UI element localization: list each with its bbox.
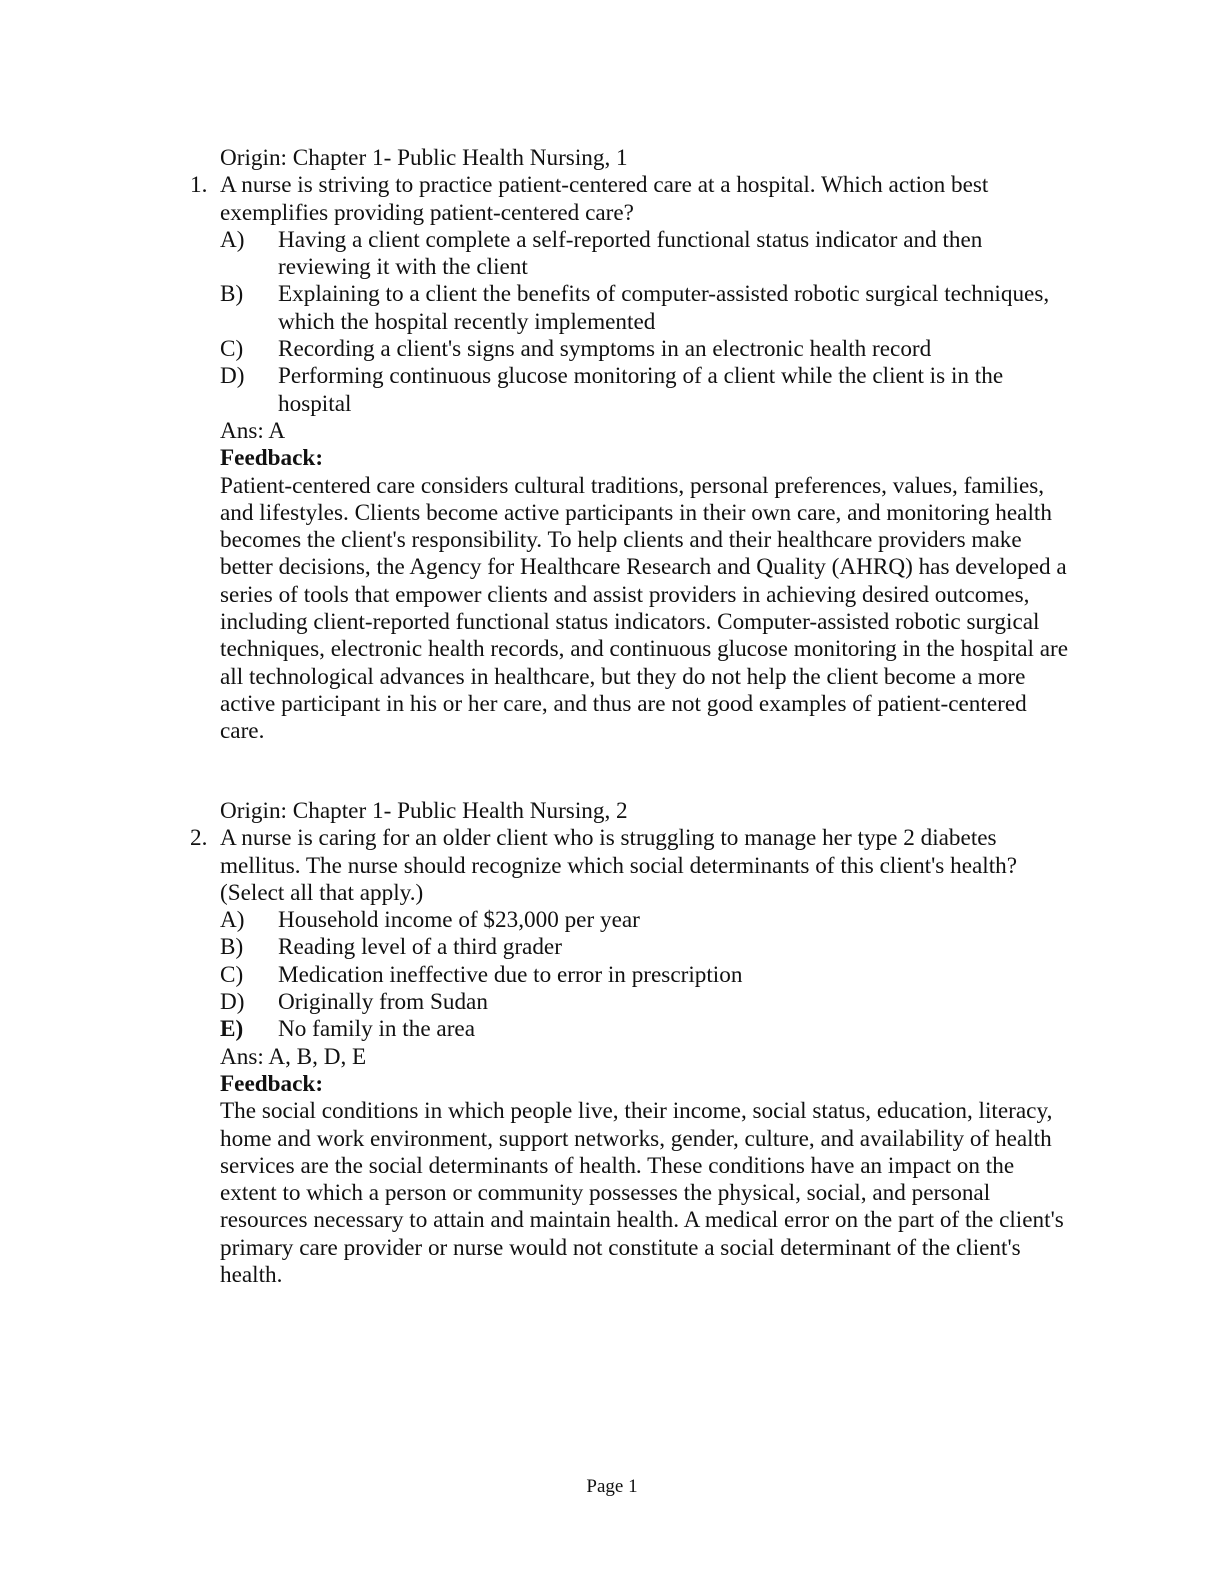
question-1 xyxy=(190,145,1070,746)
answer-option-e xyxy=(220,1016,1070,1043)
option-text: No family in the area xyxy=(278,1016,476,1043)
option-letter: D) xyxy=(220,363,245,390)
feedback-heading: Feedback: xyxy=(220,1070,324,1097)
page-footer xyxy=(0,1475,1224,1499)
answer-option-a xyxy=(220,227,1070,282)
option-text: Medication ineffective due to error in prescription xyxy=(278,961,743,988)
feedback-heading: Feedback: xyxy=(220,445,324,472)
option-letter: A) xyxy=(220,226,245,253)
question-number: 2. xyxy=(190,825,208,852)
option-letter: D) xyxy=(220,989,245,1016)
question-stem xyxy=(190,172,1070,227)
feedback-text: The social conditions in which people live, their income, social status, education, literacy, home and work environment, support networks, gender, culture, and availability of health services are the social determinants of health. These conditions have an impact on the extent to which a person or community possesses the physical, social, and personal resources necessary to attain and maintain health. A medical error on the part of the client's primary care provider or nurse would not constitute a social determinant of the client's health. xyxy=(220,1098,1064,1289)
answer-options xyxy=(220,227,1070,418)
option-letter: E) xyxy=(220,1016,244,1043)
question-origin: Origin: Chapter 1- Public Health Nursing, 1 xyxy=(220,145,628,171)
option-text: Performing continuous glucose monitoring of a client while the client is in the hospital xyxy=(278,363,1004,417)
answer-option-d xyxy=(220,989,1070,1016)
option-letter: A) xyxy=(220,907,245,934)
feedback-text: Patient-centered care considers cultural traditions, personal preferences, values, families, and lifestyles. Clients become active participants in their own care, and monitoring health becomes the client's responsibility. To help clients and their healthcare providers make better decisions, the Agency for Healthcare Research and Quality (AHRQ) has developed a series of tools that empower clients and assist providers in achieving desired outcomes, including client-reported functional status indicators. Computer-assisted robotic surgical techniques, electronic health records, and continuous glucose monitoring in the hospital are all technological advances in healthcare, but they do not help the client become a more active participant in his or her care, and thus are not good examples of patient-centered care. xyxy=(220,472,1069,745)
answer-option-c xyxy=(220,962,1070,989)
answer-option-b xyxy=(220,281,1070,336)
option-text: Reading level of a third grader xyxy=(278,934,562,961)
option-letter: B) xyxy=(220,281,244,308)
question-text: A nurse is striving to practice patient-centered care at a hospital. Which action best exemplifies providing patient-centered care? xyxy=(220,172,989,226)
option-letter: C) xyxy=(220,961,244,988)
answer-option-d xyxy=(220,363,1070,418)
question-stem xyxy=(190,825,1070,907)
option-text: Household income of $23,000 per year xyxy=(278,907,640,934)
answer-key: Ans: A xyxy=(220,417,286,444)
question-origin: Origin: Chapter 1- Public Health Nursing, 2 xyxy=(220,798,628,824)
option-text: Originally from Sudan xyxy=(278,989,488,1016)
option-letter: C) xyxy=(220,336,244,363)
answer-key: Ans: A, B, D, E xyxy=(220,1043,367,1070)
answer-option-a xyxy=(220,907,1070,934)
answer-options xyxy=(220,907,1070,1043)
option-text: Explaining to a client the benefits of computer-assisted robotic surgical techniques, which the hospital recently implemented xyxy=(278,281,1050,335)
question-2 xyxy=(190,798,1070,1289)
answer-option-b xyxy=(220,934,1070,961)
question-number: 1. xyxy=(190,172,208,199)
option-letter: B) xyxy=(220,934,244,961)
page-number: Page 1 xyxy=(586,1476,638,1497)
option-text: Recording a client's signs and symptoms in an electronic health record xyxy=(278,336,932,363)
answer-option-c xyxy=(220,336,1070,363)
question-text: A nurse is caring for an older client who is struggling to manage her type 2 diabetes mellitus. The nurse should recognize which social determinants of this client's health? (Select all that apply.) xyxy=(220,825,1018,906)
option-text: Having a client complete a self-reported functional status indicator and then reviewing it with the client xyxy=(278,226,983,281)
